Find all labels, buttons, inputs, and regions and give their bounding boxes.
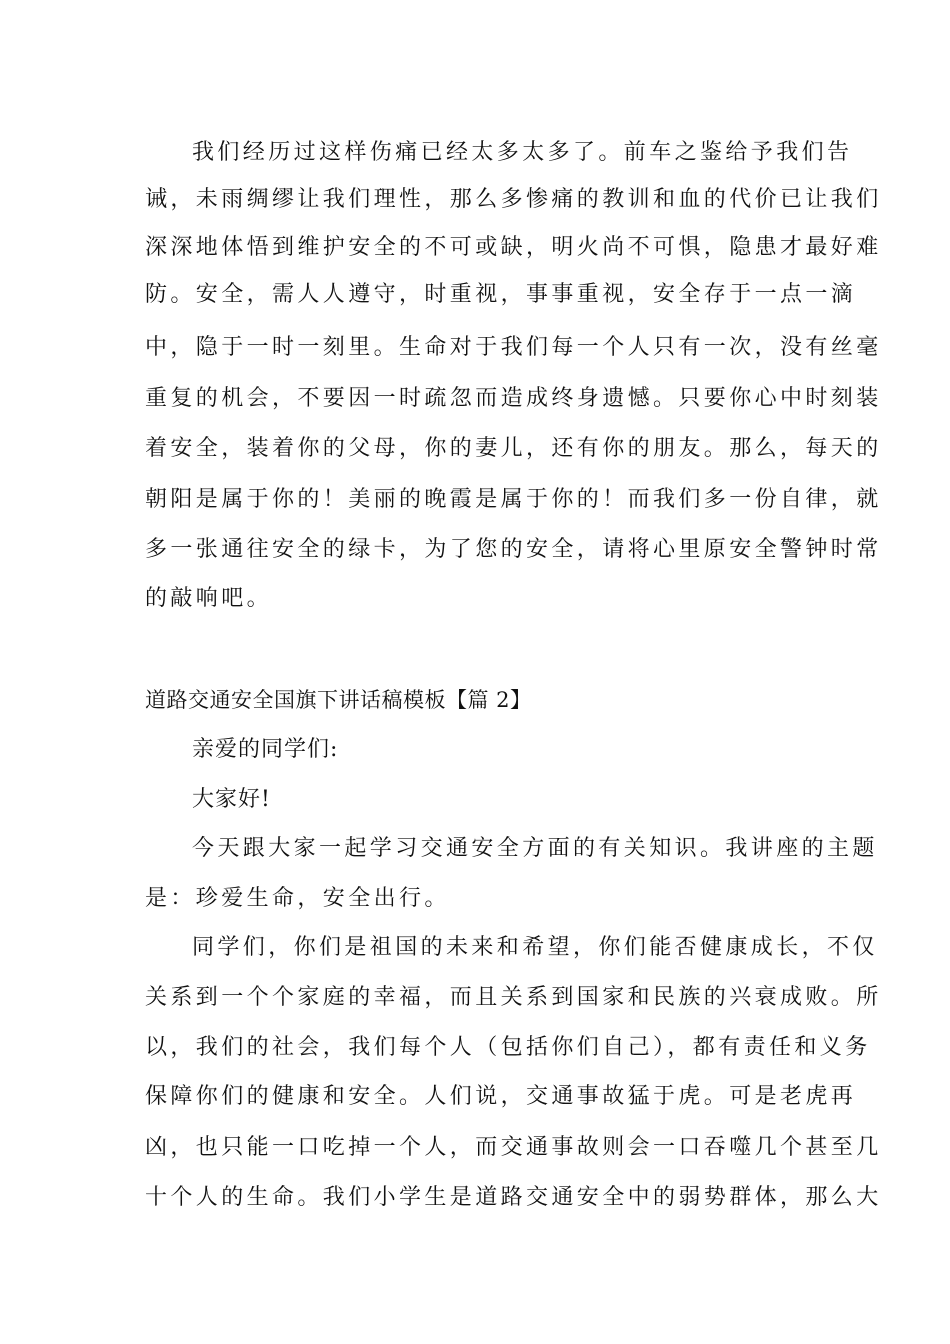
paragraph-line: 重复的机会，不要因一时疏忽而造成终身遗憾。只要你心中时刻装: [145, 386, 882, 411]
hello-line: 大家好!: [192, 787, 271, 812]
paragraph-line: 朝阳是属于你的！美丽的晚霞是属于你的！而我们多一份自律，就: [145, 487, 882, 512]
paragraph-line: 以，我们的社会，我们每个人（包括你们自己），都有责任和义务: [145, 1035, 871, 1060]
paragraph-line: 的敲响吧。: [145, 586, 273, 611]
paragraph-line: 中，隐于一时一刻里。生命对于我们每一个人只有一次，没有丝毫: [145, 335, 882, 360]
paragraph-line: 诫，未雨绸缪让我们理性，那么多惨痛的教训和血的代价已让我们: [145, 187, 882, 212]
paragraph-line: 深深地体悟到维护安全的不可或缺，明火尚不可惧，隐患才最好难: [145, 235, 882, 260]
paragraph-line: 多一张通往安全的绿卡，为了您的安全，请将心里原安全警钟时常: [145, 537, 882, 562]
paragraph-line: 十个人的生命。我们小学生是道路交通安全中的弱势群体，那么大: [145, 1185, 882, 1210]
paragraph-line: 是：珍爱生命，安全出行。: [145, 886, 450, 911]
paragraph-line: 同学们，你们是祖国的未来和希望，你们能否健康成长，不仅: [192, 935, 878, 960]
paragraph-line: 保障你们的健康和安全。人们说，交通事故猛于虎。可是老虎再: [145, 1084, 857, 1109]
paragraph-line: 凶，也只能一口吃掉一个人，而交通事故则会一口吞噬几个甚至几: [145, 1135, 882, 1160]
paragraph-line: 防。安全，需人人遵守，时重视，事事重视，安全存于一点一滴: [145, 282, 857, 307]
greeting: 亲爱的同学们:: [192, 737, 339, 762]
paragraph-line: 着安全，装着你的父母，你的妻儿，还有你的朋友。那么，每天的: [145, 436, 882, 461]
paragraph-line: 关系到一个个家庭的幸福，而且关系到国家和民族的兴衰成败。所: [145, 985, 882, 1010]
paragraph-line: 我们经历过这样伤痛已经太多太多了。前车之鉴给予我们告: [192, 140, 853, 165]
paragraph-line: 今天跟大家一起学习交通安全方面的有关知识。我讲座的主题: [192, 836, 878, 861]
section-heading: 道路交通安全国旗下讲话稿模板【篇 2】: [145, 688, 532, 712]
